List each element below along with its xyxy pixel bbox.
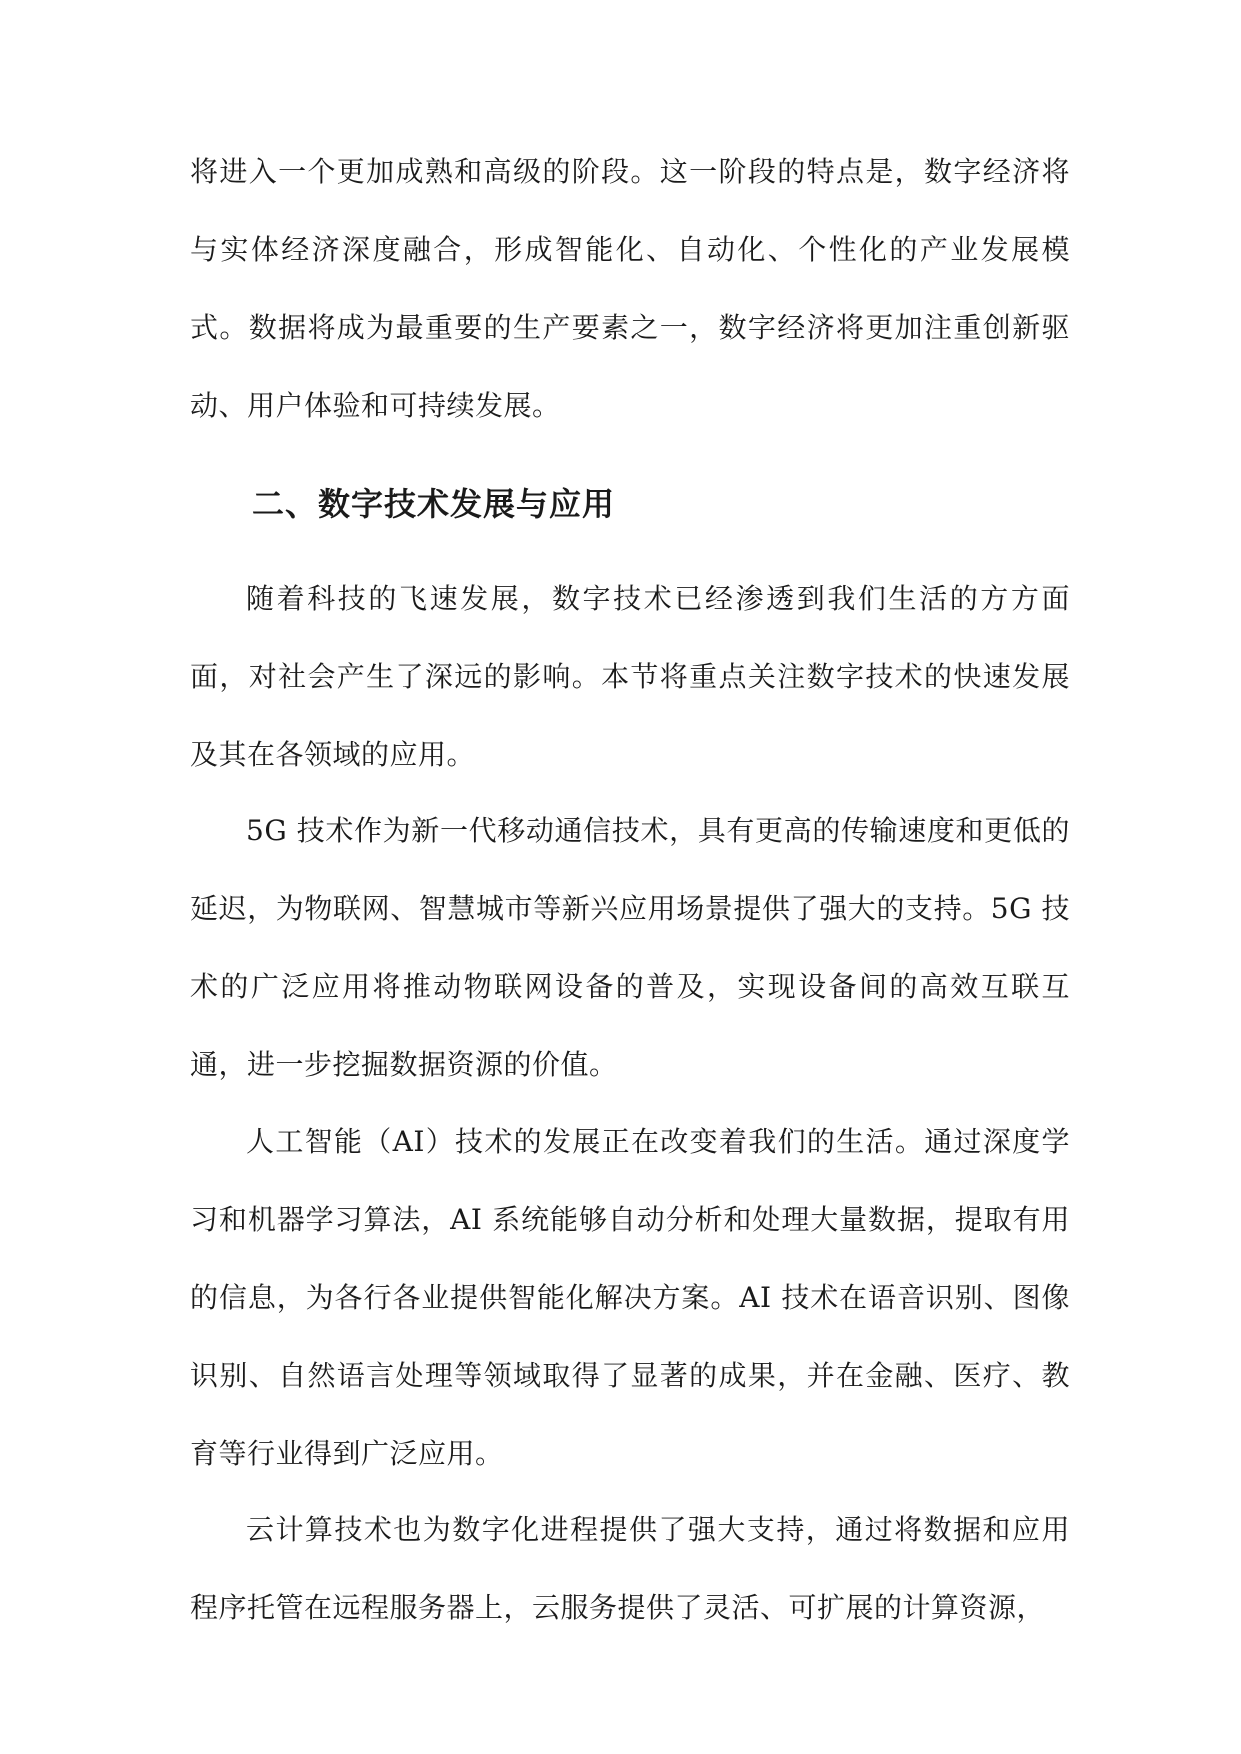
paragraph-5g: 5G 技术作为新一代移动通信技术，具有更高的传输速度和更低的延迟，为物联网、智慧城市等新兴应用场景提供了强大的支持。5G 技术的广泛应用将推动物联网设备的普及，实现设备间的高效互联互通，进一步挖掘数据资源的价值。 [190, 814, 1070, 1081]
section-heading: 二、数字技术发展与应用 [252, 485, 616, 523]
paragraph-continuation: 将进入一个更加成熟和高级的阶段。这一阶段的特点是，数字经济将与实体经济深度融合，形成智能化、自动化、个性化的产业发展模式。数据将成为最重要的生产要素之一，数字经济将更加注重创新驱动、用户体验和可持续发展。 [190, 155, 1070, 422]
paragraph-ai: 人工智能（AI）技术的发展正在改变着我们的生活。通过深度学习和机器学习算法，AI 系统能够自动分析和处理大量数据，提取有用的信息，为各行各业提供智能化解决方案。AI 技术在语音识别、图像识别、自然语言处理等领域取得了显著的成果，并在金融、医疗、教育等行业得到广泛应用。 [190, 1125, 1070, 1470]
paragraph-intro: 随着科技的飞速发展，数字技术已经渗透到我们生活的方方面面，对社会产生了深远的影响。本节将重点关注数字技术的快速发展及其在各领域的应用。 [190, 582, 1070, 771]
paragraph-cloud: 云计算技术也为数字化进程提供了强大支持，通过将数据和应用程序托管在远程服务器上，云服务提供了灵活、可扩展的计算资源， [190, 1513, 1070, 1624]
